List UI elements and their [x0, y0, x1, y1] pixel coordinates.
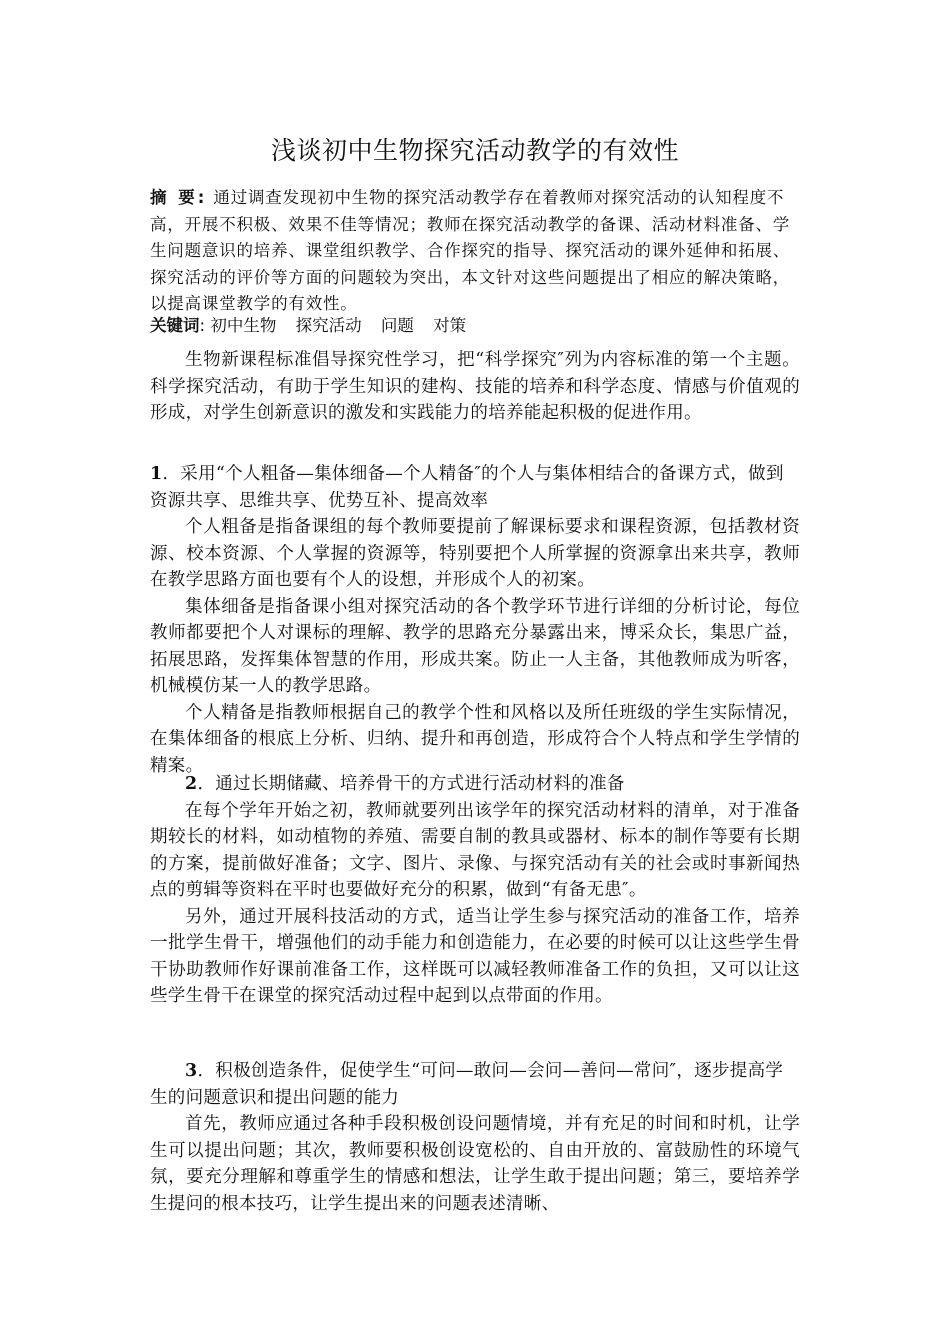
keywords-label: 关键词 [150, 316, 200, 335]
section-paragraph: 集体细备是指备课小组对探究活动的各个教学环节进行详细的分析讨论，每位教师都要把个人对课标的理解、教学的思路充分暴露出来，博采众长，集思广益，拓展思路，发挥集体智慧的作用，形成共案。防止一人主备，其他教师成为听客，机械模仿某一人的教学思路。 [150, 596, 800, 696]
section-paragraph: 另外，通过开展科技活动的方式，适当让学生参与探究活动的准备工作，培养一批学生骨干，增强他们的动手能力和创造能力，在必要的时候可以让这些学生骨干协助教师作好课前准备工作，这样既可以减轻教师准备工作的负担，又可以让这些学生骨干在课堂的探究活动过程中起到以点带面的作用。 [150, 906, 800, 1006]
section-number: 1 [150, 464, 163, 484]
keywords-separator: : [199, 316, 206, 335]
section-paragraph: 在每个学年开始之初，教师就要列出该学年的探究活动材料的清单，对于准备期较长的材料，如动植物的养殖、需要自制的教具或器材、标本的制作等要有长期的方案，提前做好准备；文字、图片、录像、与探究活动有关的社会或时事新闻热点的剪辑等资料在平时也要做好充分的积累，做到“有备无患″。 [150, 800, 800, 900]
abstract-label: 摘 要: [150, 188, 208, 207]
section-heading-text: ．积极创造条件，促使学生“可问—敢问—会问—善问—常问″，逐步提高学生的问题意识和提出问题的能力 [150, 1061, 784, 1108]
abstract [150, 185, 800, 318]
keywords [150, 312, 800, 339]
section-1 [150, 461, 800, 779]
abstract-text: 通过调查发现初中生物的探究活动教学存在着教师对探究活动的认知程度不高，开展不积极、效果不佳等情况；教师在探究活动教学的备课、活动材料准备、学生问题意识的培养、课堂组织教学、合作探究的指导、探究活动的课外延伸和拓展、探究活动的评价等方面的问题较为突出，本文针对这些问题提出了相应的解决策略，以提高课堂教学的有效性。 [150, 188, 791, 314]
section-paragraph: 首先，教师应通过各种手段积极创设问题情境，并有充足的时间和时机，让学生可以提出问题；其次，教师要积极创设宽松的、自由开放的、富鼓励性的环境气氛，要充分理解和尊重学生的情感和想法，让学生敢于提出问题；第三，要培养学生提问的根本技巧，让学生提出来的问题表述清晰、 [150, 1114, 800, 1214]
section-2 [150, 771, 800, 1010]
keyword-item: 初中生物 [210, 316, 277, 335]
keyword-item: 探究活动 [295, 316, 362, 335]
section-heading [150, 771, 800, 798]
document-title: 浅谈初中生物探究活动教学的有效性 [270, 136, 679, 165]
section-heading-text: ．通过长期储藏、培养骨干的方式进行活动材料的准备 [197, 774, 625, 794]
section-heading-text: ．采用“个人粗备—集体细备—个人精备″的个人与集体相结合的备课方式，做到资源共享、思维共享、优势互补、提高效率 [150, 464, 784, 511]
section-paragraph: 个人精备是指教师根据自己的教学个性和风格以及所任班级的学生实际情况，在集体细备的根底上分析、归纳、提升和再创造，形成符合个人特点和学生学情的精案。 [150, 702, 800, 776]
section-paragraph: 个人粗备是指备课组的每个教师要提前了解课标要求和课程资源，包括教材资源、校本资源、个人掌握的资源等，特别要把个人所掌握的资源拿出来共享，教师在教学思路方面也要有个人的设想，并形成个人的初案。 [150, 517, 800, 590]
section-heading [150, 461, 800, 514]
keyword-item: 对策 [433, 316, 467, 335]
intro-section [150, 347, 800, 427]
section-heading [150, 1058, 800, 1111]
section-number: 2 [185, 774, 198, 794]
intro-paragraph: 生物新课程标准倡导探究性学习，把“科学探究″列为内容标准的第一个主题。科学探究活动，有助于学生知识的建构、技能的培养和科学态度、情感与价值观的形成，对学生创新意识的激发和实践能力的培养能起积极的促进作用。 [150, 350, 800, 423]
section-3 [150, 1058, 800, 1217]
keyword-item: 问题 [380, 316, 414, 335]
section-number: 3 [185, 1061, 198, 1081]
